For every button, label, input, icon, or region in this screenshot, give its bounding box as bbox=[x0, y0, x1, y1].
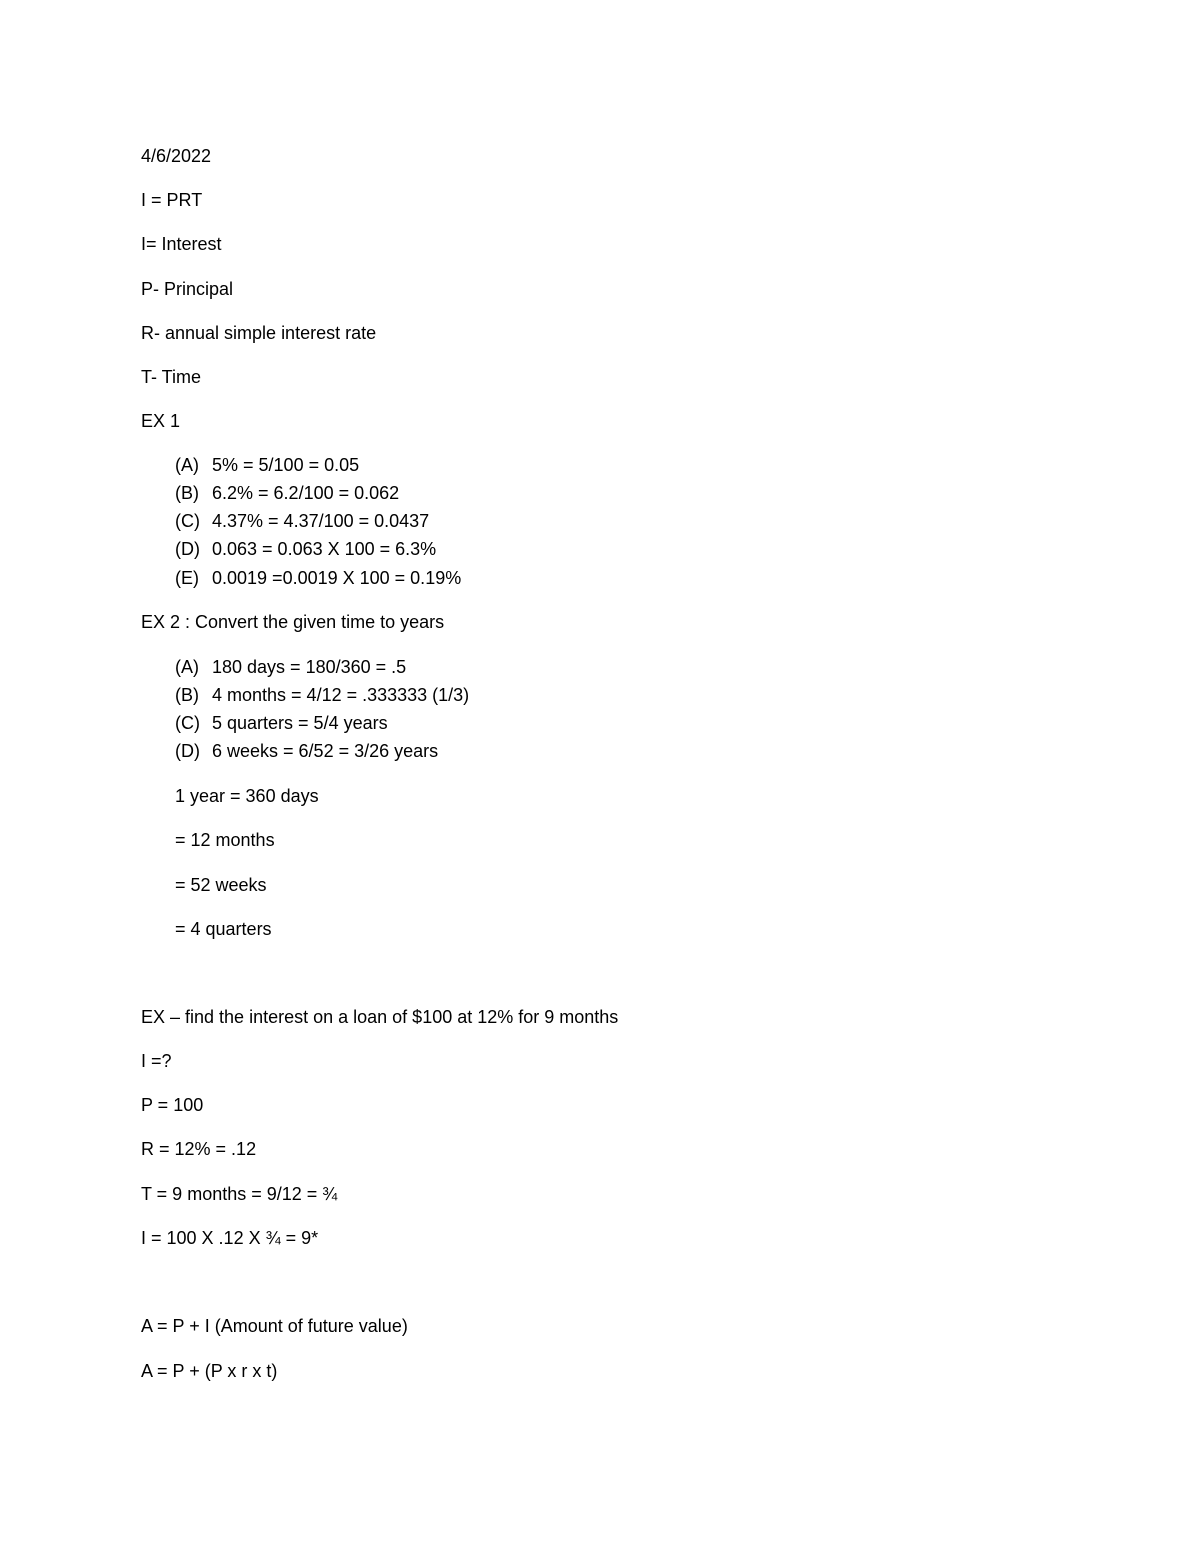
ex1-item-c bbox=[175, 509, 429, 533]
interest-formula: I = PRT bbox=[141, 190, 203, 210]
conversion-weeks: = 52 weeks bbox=[175, 875, 267, 895]
ex1-title: EX 1 bbox=[141, 411, 181, 431]
item-text: 6.2% = 6.2/100 = 0.062 bbox=[212, 483, 400, 503]
ex2-item-b bbox=[175, 683, 469, 707]
ex3-principal: P = 100 bbox=[141, 1095, 204, 1115]
item-text: 5% = 5/100 = 0.05 bbox=[212, 455, 360, 475]
future-value-formula: A = P + I (Amount of future value) bbox=[141, 1316, 408, 1336]
definition-principal: P- Principal bbox=[141, 279, 234, 299]
ex2-item-d bbox=[175, 739, 438, 763]
ex3-interest-unknown: I =? bbox=[141, 1051, 172, 1071]
item-text: 0.063 = 0.063 X 100 = 6.3% bbox=[212, 539, 437, 559]
ex3-title: EX – find the interest on a loan of $100 at 12% for 9 months bbox=[141, 1007, 619, 1027]
item-text: 180 days = 180/360 = .5 bbox=[212, 657, 407, 677]
ex2-item-a bbox=[175, 655, 406, 679]
item-label: (E) bbox=[175, 568, 199, 588]
item-text: 4 months = 4/12 = .333333 (1/3) bbox=[212, 685, 470, 705]
conversion-quarters: = 4 quarters bbox=[175, 919, 272, 939]
definition-interest: I= Interest bbox=[141, 234, 222, 254]
definition-rate: R- annual simple interest rate bbox=[141, 323, 377, 343]
definition-time: T- Time bbox=[141, 367, 202, 387]
ex1-item-e bbox=[175, 566, 461, 590]
document-date: 4/6/2022 bbox=[141, 146, 212, 166]
future-value-expanded: A = P + (P x r x t) bbox=[141, 1361, 278, 1381]
item-text: 6 weeks = 6/52 = 3/26 years bbox=[212, 741, 439, 761]
ex2-title: EX 2 : Convert the given time to years bbox=[141, 612, 445, 632]
ex3-interest-result: I = 100 X .12 X ¾ = 9* bbox=[141, 1228, 319, 1248]
ex2-item-c bbox=[175, 711, 388, 735]
ex1-item-d bbox=[175, 537, 436, 561]
item-label: (A) bbox=[175, 657, 199, 677]
item-label: (C) bbox=[175, 511, 200, 531]
conversion-year-days: 1 year = 360 days bbox=[175, 786, 319, 806]
item-text: 4.37% = 4.37/100 = 0.0437 bbox=[212, 511, 430, 531]
item-label: (D) bbox=[175, 539, 200, 559]
ex3-time: T = 9 months = 9/12 = ¾ bbox=[141, 1184, 338, 1204]
item-text: 0.0019 =0.0019 X 100 = 0.19% bbox=[212, 568, 462, 588]
ex1-item-b bbox=[175, 481, 399, 505]
ex3-rate: R = 12% = .12 bbox=[141, 1139, 257, 1159]
item-label: (D) bbox=[175, 741, 200, 761]
item-label: (A) bbox=[175, 455, 199, 475]
item-text: 5 quarters = 5/4 years bbox=[212, 713, 388, 733]
conversion-months: = 12 months bbox=[175, 830, 275, 850]
ex1-item-a bbox=[175, 453, 359, 477]
item-label: (B) bbox=[175, 483, 199, 503]
item-label: (B) bbox=[175, 685, 199, 705]
item-label: (C) bbox=[175, 713, 200, 733]
